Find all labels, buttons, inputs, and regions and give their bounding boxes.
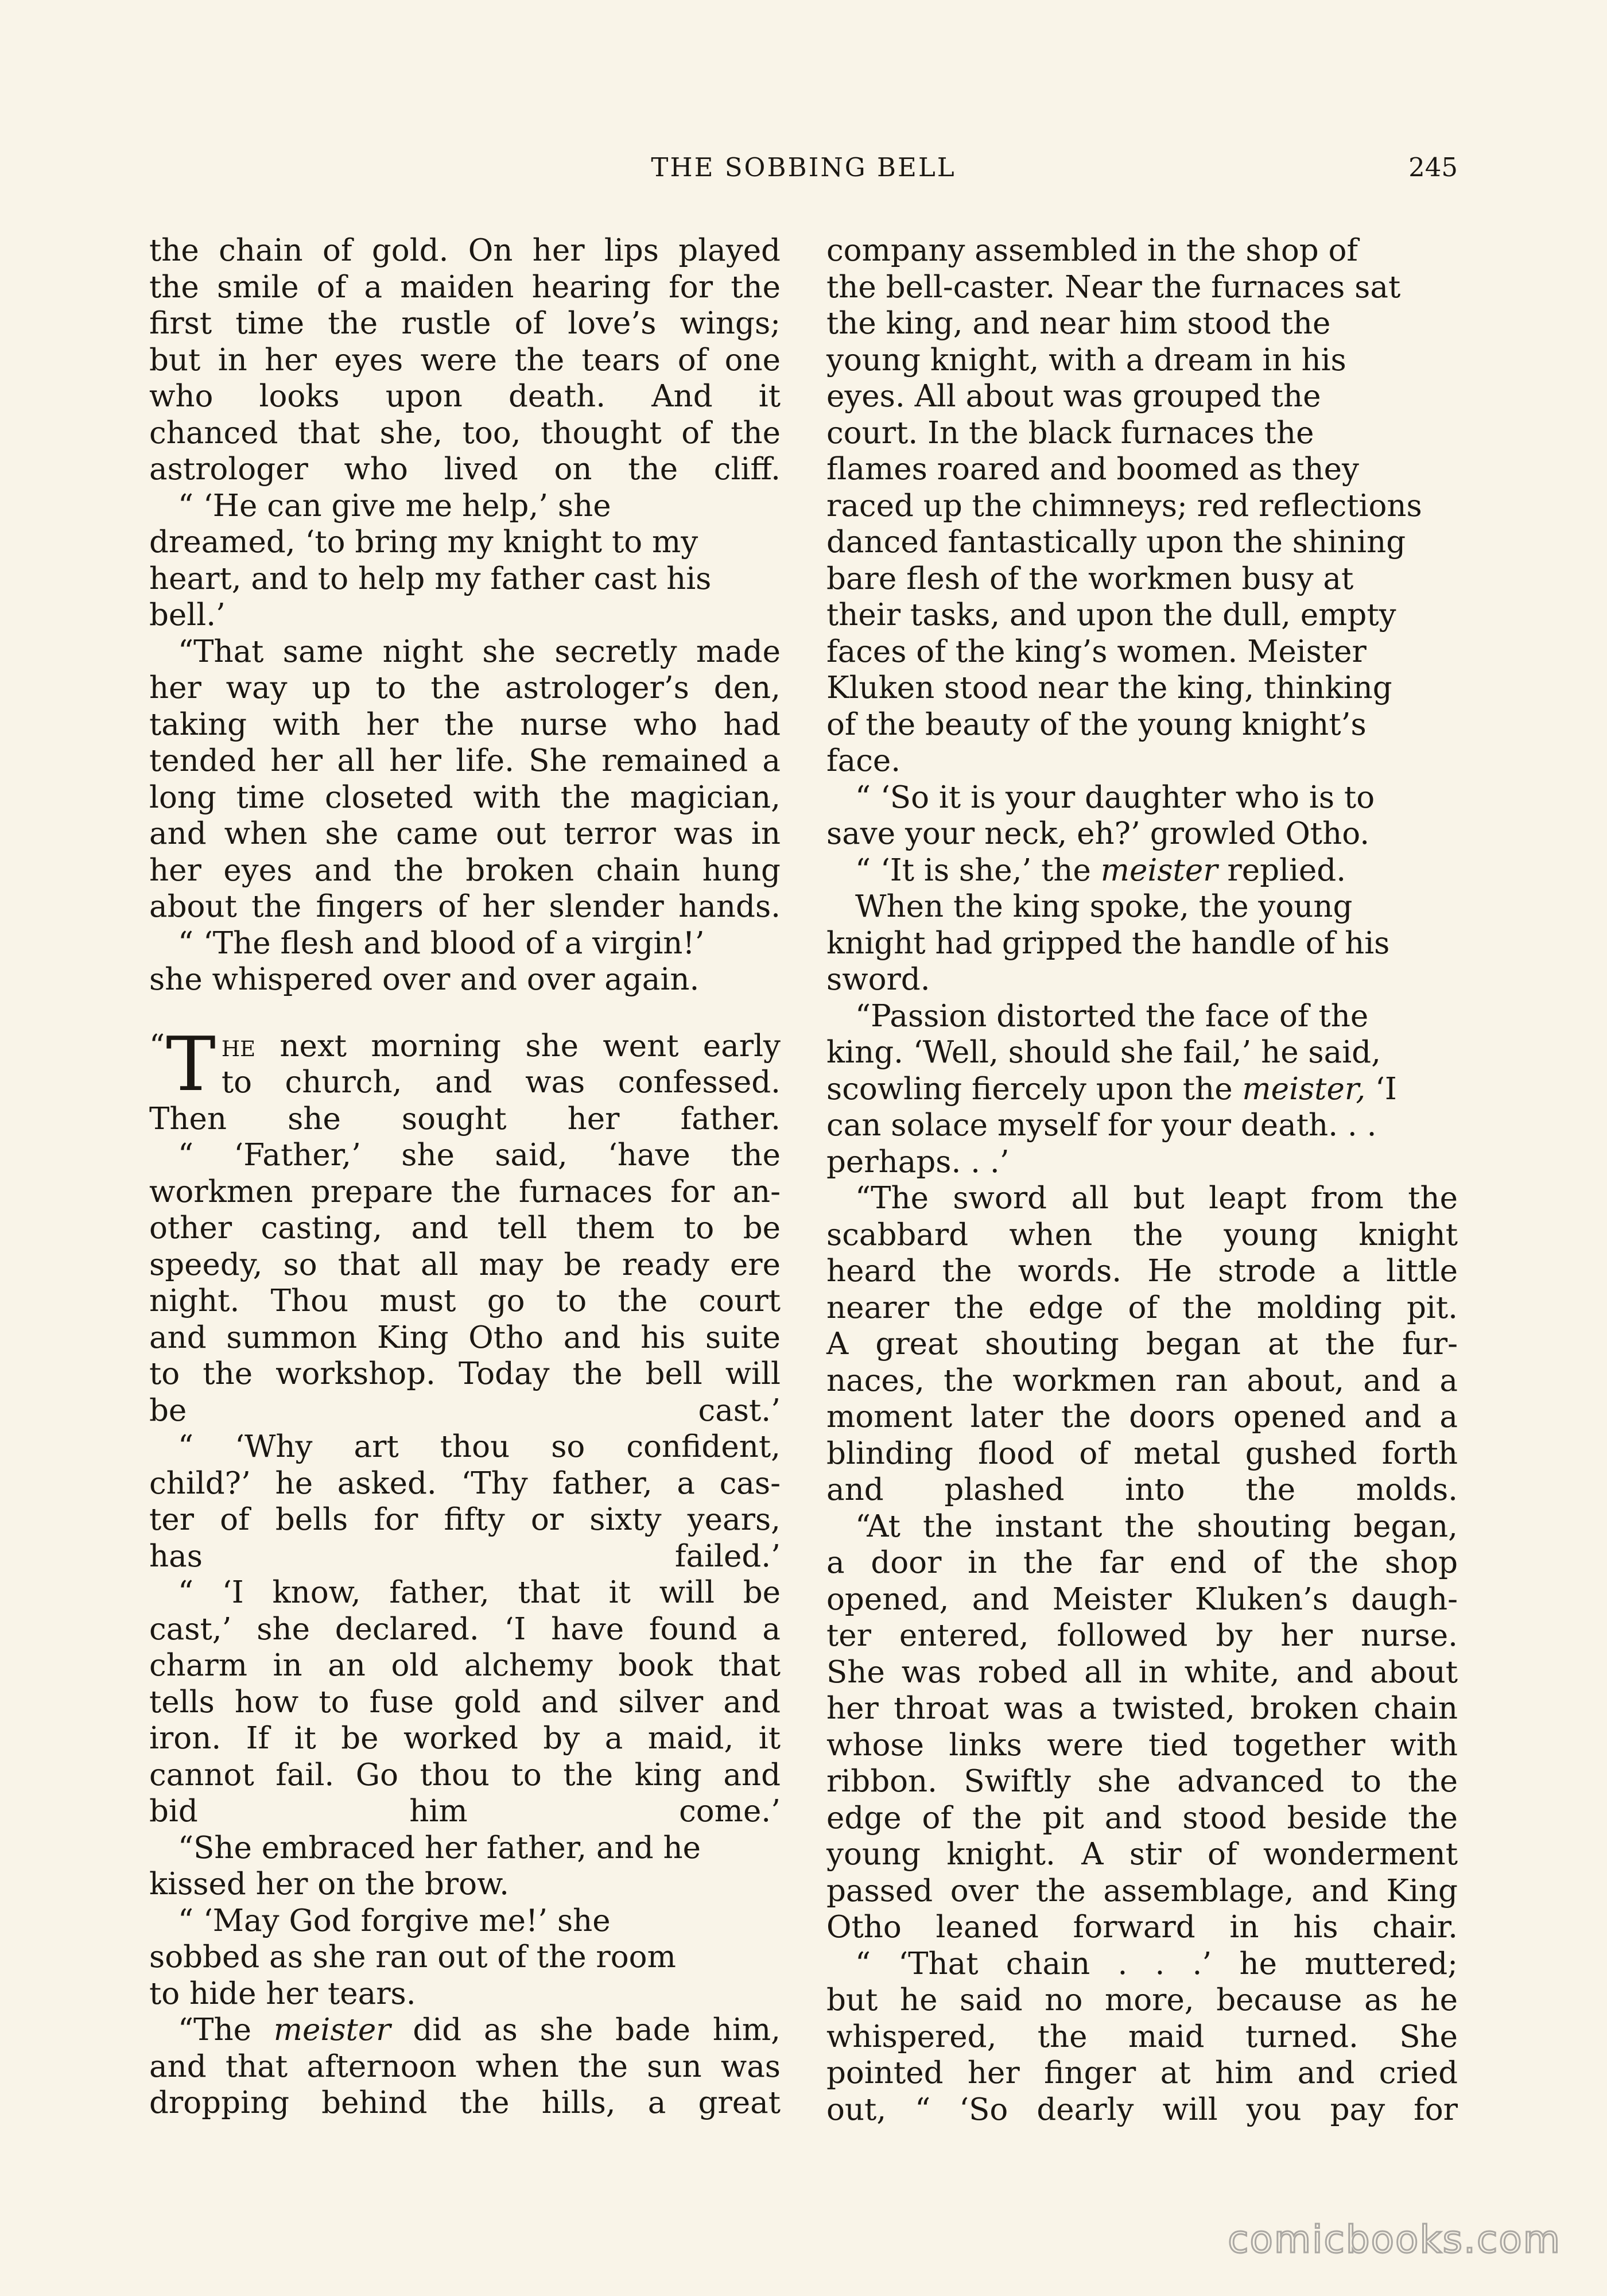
paragraph-text: next morning she went early to church, and was confessed. Then she sought her father. [149, 1028, 781, 1137]
paragraph-text: replied. [1217, 852, 1346, 888]
italic-word: meister [273, 2012, 391, 2047]
paragraph: “ ‘May God forgive me!’ she sobbed as she ran out of the room to hide her tears. [149, 1903, 676, 2011]
paragraph: “ ‘I know, father, that it will be cast,’ she declared. ‘I have found a charm in an old alchemy book that tells how to fuse gold and silver and iron. If it be worked by a maid, it cannot fail. Go thou to the king and bid him come.’ [149, 1575, 781, 1829]
paragraph: “At the instant the shouting began, a door in the far end of the shop opened, and Meister Kluken’s daugh- ter entered, followed by her nurse. She was robed all in white, and about her throat was a twisted, broken chain whose links were tied together with ribbon. Swiftly she advanced to the edge of the pit and stood beside the young knight. A stir of wonderment passed over the assemblage, and King Otho leaned forward in his chair. [826, 1508, 1458, 1945]
paragraph [149, 2012, 781, 2122]
drop-cap: T [166, 1020, 216, 1108]
paragraph: “That same night she secretly made her way up to the astrologer’s den, taking with her the nurse who had tended her all her life. She remained a long time closeted with the magician, and when she came out terror was in her eyes and the broken chain hung about the fingers of her slender hands. [149, 634, 781, 924]
paragraph: “ ‘That chain . . .’ he muttered; but he said no more, because as he whispered, the maid turned. She pointed her finger at him and cried out, “ ‘So dearly will you pay for [826, 1946, 1458, 2127]
italic-word: meister, [1242, 1071, 1366, 1107]
paragraph-text: ‘I can solace myself for your death. . . perhaps. . .’ [826, 1071, 1397, 1180]
paragraph [826, 852, 1458, 889]
paragraph: “ ‘Why art thou so confident, child?’ he asked. ‘Thy father, a cas- ter of bells for fifty or sixty years, has failed.’ [149, 1429, 781, 1574]
left-column [149, 232, 781, 2122]
paragraph-text: did as she bade him, and that afternoon when the sun was dropping behind the hills, a great [149, 2012, 781, 2120]
small-caps-lead: he [221, 1028, 256, 1064]
paragraph [826, 998, 1458, 1181]
italic-word: meister [1100, 852, 1218, 888]
running-head [149, 150, 1458, 185]
paragraph: “ ‘The flesh and blood of a virgin!’ she whispered over and over again. [149, 925, 705, 997]
paragraph: “ ‘So it is your daughter who is to save your neck, eh?’ growled Otho. [826, 779, 1375, 851]
paragraph: “The sword all but leapt from the scabbard when the young knight heard the words. He strode a little nearer the edge of the molding pit. A great shouting began at the fur- naces, the workmen ran about, and a moment later the doors opened and a blinding flood of metal gushed forth and plashed into the molds. [826, 1181, 1458, 1507]
paragraph: “She embraced her father, and he kissed her on the brow. [149, 1830, 701, 1902]
paragraph: the chain of gold. On her lips played the smile of a maiden hearing for the first time the rustle of love’s wings; but in her eyes were the tears of one who looks upon death. And it chanced that she, too, thought of the astrologer who lived on the cliff. [149, 233, 781, 487]
drop-quote: “ [149, 1028, 165, 1064]
paragraph: company assembled in the shop of the bell-caster. Near the furnaces sat the king, and near him stood the young knight, with a dream in his eyes. All about was grouped the court. In the black furnaces the flames roared and boomed as they raced up the chimneys; red reflections danced fantastically upon the shining bare flesh of the workmen busy at their tasks, and upon the dull, empty faces of the king’s women. Meister Kluken stood near the king, thinking of the beauty of the young knight’s face. [826, 233, 1422, 778]
paragraph: “ ‘He can give me help,’ she dreamed, ‘to bring my knight to my heart, and to help my father cast his bell.’ [149, 488, 712, 633]
paragraph: “ ‘Father,’ she said, ‘have the workmen prepare the furnaces for an- other casting, and tell them to be speedy, so that all may be ready ere night. Thou must go to the court and summon King Otho and his suite to the workshop. Today the bell will be cast.’ [149, 1138, 781, 1428]
paragraph-text: “Passion distorted the face of the king. ‘Well, should she fail,’ he said, scowling fiercely upon the [826, 998, 1381, 1107]
section-opening-paragraph [149, 1020, 781, 1138]
running-title: THE SOBBING BELL [651, 152, 956, 183]
watermark: comicbooks.com [1228, 2217, 1561, 2262]
paragraph-text: “The [178, 2012, 274, 2047]
page-number: 245 [1408, 152, 1458, 183]
paragraph-text: “ ‘It is she,’ the [855, 852, 1101, 888]
paragraph: When the king spoke, the young knight had gripped the handle of his sword. [826, 889, 1390, 997]
right-column [826, 232, 1458, 2128]
